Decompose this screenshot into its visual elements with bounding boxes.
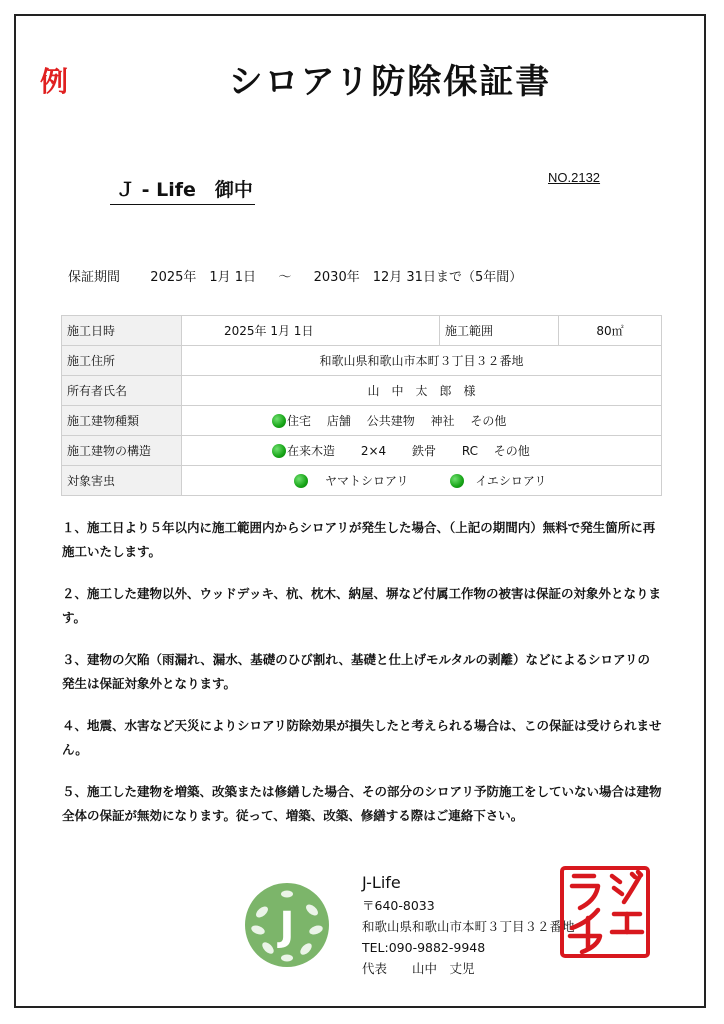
clause-item: ３、建物の欠陥（雨漏れ、漏水、基礎のひび割れ、基礎と仕上げモルタルの剥離）などによるシロアリの発生は保証対象外となります。 bbox=[62, 652, 651, 691]
table-row bbox=[62, 316, 662, 346]
logo-letter: J bbox=[279, 904, 295, 950]
table-row bbox=[62, 346, 662, 376]
owner-label: 所有者氏名 bbox=[62, 376, 182, 406]
building-type-option: 住宅 bbox=[287, 414, 312, 428]
structure-option: 鉄骨 bbox=[412, 444, 437, 458]
building-type-options bbox=[182, 406, 662, 436]
selected-dot-icon bbox=[272, 414, 286, 428]
structure-option: 在来木造 bbox=[287, 444, 336, 458]
construction-range: 80㎡ bbox=[559, 316, 662, 346]
warranty-end: 2030年 12月 31日まで（5年間） bbox=[313, 270, 523, 285]
structure-option: RC bbox=[461, 444, 478, 458]
company-postal: 〒640-8033 bbox=[362, 898, 435, 913]
construction-date: 2025年 1月 1日 bbox=[182, 316, 440, 346]
construction-info-table bbox=[61, 315, 662, 496]
recipient-name: Ｊ - Life 御中 bbox=[110, 175, 255, 205]
building-type-label: 施工建物種類 bbox=[62, 406, 182, 436]
pest-options bbox=[182, 466, 662, 496]
selected-dot-icon bbox=[450, 474, 464, 488]
owner-name: 山 中 太 郎 様 bbox=[182, 376, 662, 406]
construction-address: 和歌山県和歌山市本町３丁目３２番地 bbox=[182, 346, 662, 376]
table-row bbox=[62, 436, 662, 466]
pest-option: イエシロアリ bbox=[475, 474, 547, 488]
building-type-option: 店舗 bbox=[326, 414, 351, 428]
table-row bbox=[62, 376, 662, 406]
structure-option: 2×4 bbox=[360, 444, 387, 458]
structure-option: その他 bbox=[493, 444, 530, 458]
company-seal bbox=[560, 866, 650, 958]
building-type-option: 神社 bbox=[430, 414, 455, 428]
selected-dot-icon bbox=[294, 474, 308, 488]
building-type-option: その他 bbox=[470, 414, 507, 428]
table-row bbox=[62, 406, 662, 436]
clause-item: ４、地震、水害など天災によりシロアリ防除効果が損失したと考えられる場合は、この保証は受けられません。 bbox=[62, 718, 662, 757]
pest-option: ヤマトシロアリ bbox=[325, 474, 409, 488]
construction-date-label: 施工日時 bbox=[62, 316, 182, 346]
page-title: シロアリ防除保証書 bbox=[228, 62, 552, 102]
clause-item: ２、施工した建物以外、ウッドデッキ、杭、枕木、納屋、塀など付属工作物の被害は保証の対象外となります。 bbox=[62, 586, 662, 625]
warranty-start: 2025年 1月 1日 bbox=[150, 270, 257, 285]
company-address: 和歌山県和歌山市本町３丁目３２番地 bbox=[362, 919, 575, 934]
building-type-option: 公共建物 bbox=[366, 414, 415, 428]
warranty-period-label: 保証期間 bbox=[68, 270, 121, 285]
structure-label: 施工建物の構造 bbox=[62, 436, 182, 466]
company-representative: 代表 山中 丈児 bbox=[362, 961, 475, 976]
pest-label: 対象害虫 bbox=[62, 466, 182, 496]
warranty-clauses bbox=[62, 516, 662, 846]
address-label: 施工住所 bbox=[62, 346, 182, 376]
warranty-period bbox=[68, 266, 522, 285]
construction-range-label: 施工範囲 bbox=[440, 316, 559, 346]
company-phone: TEL:090-9882-9948 bbox=[362, 940, 486, 955]
selected-dot-icon bbox=[272, 444, 286, 458]
company-name: J-Life bbox=[362, 873, 401, 892]
example-mark: 例 bbox=[40, 65, 69, 98]
document-number: NO.2132 bbox=[548, 170, 601, 185]
company-info bbox=[362, 872, 575, 979]
company-logo bbox=[244, 882, 330, 968]
warranty-separator: ～ bbox=[278, 270, 292, 285]
clause-item: １、施工日より５年以内に施工範囲内からシロアリが発生した場合、（上記の期間内）無料で発生箇所に再施工いたします。 bbox=[62, 520, 656, 559]
structure-options bbox=[182, 436, 662, 466]
document-frame bbox=[14, 14, 706, 1008]
table-row bbox=[62, 466, 662, 496]
clause-item: ５、施工した建物を増築、改築または修繕した場合、その部分のシロアリ予防施工をしていない場合は建物全体の保証が無効になります。従って、増築、改築、修繕する際はご連絡下さい。 bbox=[62, 784, 662, 823]
